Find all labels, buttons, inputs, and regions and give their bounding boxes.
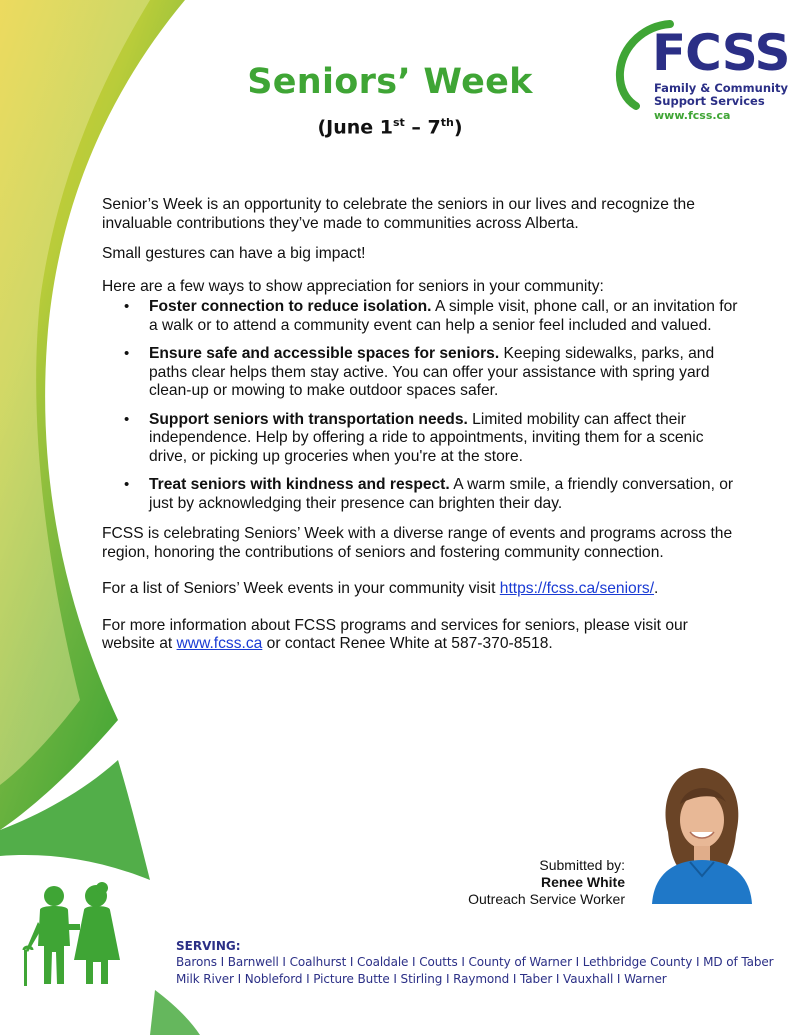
logo-tagline-2: Support Services [654,94,765,108]
bullet-icon: • [124,476,130,493]
tip-heading: Foster connection to reduce isolation. [149,298,432,315]
bullet-icon: • [124,298,130,315]
bullet-icon: • [124,345,130,362]
seniors-couple-icon [20,880,130,990]
subtitle-close: ) [453,116,463,139]
serving-communities [176,938,786,988]
more-info-paragraph [102,617,742,654]
ways-intro-paragraph: Here are a few ways to show appreciation for seniors in your community: [102,277,604,295]
list-item [102,476,742,513]
subtitle-open: (June 1 [317,116,393,139]
more-info-text: For more information about FCSS programs and services for seniors, please visit our website at [102,616,688,652]
serving-label: SERVING: [176,939,241,953]
bullet-icon: • [124,410,130,428]
tip-text: Keeping sidewalks, parks, and paths clear helps them stay active. You can offer your assistance with spring yard clean-up or mowing to make outdoor spaces safer. [149,345,715,399]
portrait-image [650,762,754,904]
page-subtitle [0,116,780,138]
logo-wordmark: FCSS [652,24,790,82]
logo-tagline-1: Family & Community [654,81,788,95]
list-item [102,345,742,401]
serving-line-2: Milk River I Nobleford I Picture Butte I Stirling I Raymond I Taber I Vauxhall I Warner [176,972,667,986]
tip-heading: Support seniors with transportation needs. [149,410,468,428]
tip-heading: Treat seniors with kindness and respect. [149,476,450,493]
subtitle-sup-st: st [392,116,405,129]
gestures-paragraph: Small gestures can have a big impact! [102,245,366,262]
events-after: . [654,580,659,597]
tip-text: A warm smile, a friendly conversation, or just by acknowledging their presence can brighten their day. [149,476,734,512]
submitted-label: Submitted by: [539,857,625,873]
subtitle-mid: – 7 [404,116,441,139]
fcss-celebration-paragraph: FCSS is celebrating Seniors’ Week with a diverse range of events and programs across the region, honoring the contributions of seniors and fostering community connection. [102,525,733,561]
staff-photo [650,762,754,904]
tip-text: Limited mobility can affect their independence. Help by offering a ride to appointments, inviting them for a scenic drive, or picking up groceries when you're at the store. [149,410,704,465]
submitter-name: Renee White [540,874,625,890]
events-text: For a list of Seniors’ Week events in your community visit [102,580,500,597]
page-title: Seniors’ Week [247,62,533,102]
events-paragraph [102,580,742,599]
subtitle-sup-th: th [440,116,454,129]
list-item [102,411,742,467]
serving-line-1: Barons I Barnwell I Coalhurst I Coaldale I Coutts I County of Warner I Lethbridge County I MD of Taber [176,955,774,969]
body-text [102,196,742,654]
tips-list [102,298,742,513]
list-item [102,298,742,335]
fcss-website-link[interactable]: www.fcss.ca [176,635,263,652]
logo-url: www.fcss.ca [654,109,731,122]
submitted-by-block [468,857,625,908]
seniors-events-link[interactable]: https://fcss.ca/seniors/ [499,580,655,597]
tip-heading: Ensure safe and accessible spaces for seniors. [149,345,500,362]
tip-text: A simple visit, phone call, or an invitation for a walk or to attend a community event can help a senior feel included and valued. [149,298,738,334]
intro-paragraph: Senior’s Week is an opportunity to celebrate the seniors in our lives and recognize the invaluable contributions they’ve made to communities across Alberta. [102,196,695,232]
submitter-role: Outreach Service Worker [468,891,625,907]
more-info-contact: or contact Renee White at 587-370-8518. [262,635,553,652]
